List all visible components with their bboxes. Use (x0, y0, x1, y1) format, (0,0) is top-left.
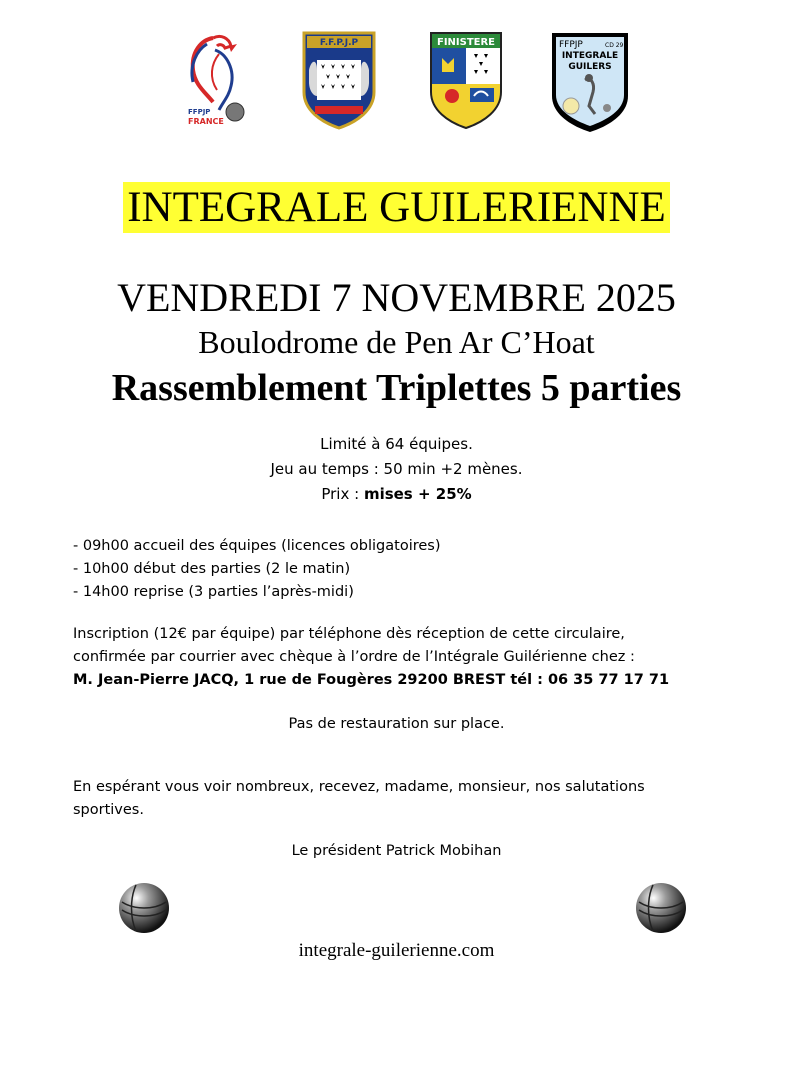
closing-text: En espérant vous voir nombreux, recevez, madame, monsieur, nos salutations sportives. (73, 779, 645, 818)
schedule-item: - 09h00 accueil des équipes (licences obligatoires) (73, 538, 441, 554)
petanque-ball-icon (633, 880, 689, 941)
signature: Le président Patrick Mobihan (291, 843, 502, 859)
event-info (0, 432, 793, 507)
guilers-text: GUILERS (568, 62, 612, 72)
cd29-text: CD 29 (605, 42, 624, 49)
prize-value: mises + 25% (363, 485, 472, 503)
ffpjp-rooster-logo-icon (183, 30, 251, 130)
event-name: Rassemblement Triplettes 5 parties (111, 367, 682, 409)
schedule-item: - 14h00 reprise (3 parties l’après-midi) (73, 584, 354, 600)
contact-text: M. Jean-Pierre JACQ, 1 rue de Fougères 29200 BREST tél : 06 35 77 17 71 (73, 672, 670, 688)
integrale-guilers-shield-icon (549, 30, 631, 134)
integrale-text: INTEGRALE (561, 51, 619, 61)
website-link[interactable]: integrale-guilerienne.com (298, 940, 495, 961)
prize-label: Prix : (321, 485, 364, 503)
schedule-item: - 10h00 début des parties (2 le matin) (73, 561, 351, 577)
ffpjp-shield-text: F.F.P.J.P (319, 38, 359, 48)
no-food-notice: Pas de restauration sur place. (288, 716, 505, 732)
event-venue: Boulodrome de Pen Ar C’Hoat (198, 324, 595, 360)
ffpjp-small-text: FFPJP (559, 40, 583, 50)
inscription-line-2: confirmée par courrier avec chèque à l’ordre de l’Intégrale Guilérienne chez : (73, 649, 635, 665)
schedule-list (73, 535, 733, 604)
inscription-contact (73, 669, 733, 692)
event-date: VENDREDI 7 NOVEMBRE 2025 (117, 275, 676, 320)
finistere-shield-icon (428, 30, 504, 130)
club-title (0, 180, 793, 236)
inscription-line-1: Inscription (12€ par équipe) par téléphone dès réception de cette circulaire, (73, 626, 625, 642)
club-title-text: INTEGRALE GUILERIENNE (123, 182, 670, 233)
game-time: Jeu au temps : 50 min +2 mènes. (270, 460, 523, 478)
france-logo-text: FRANCE (188, 117, 224, 126)
petanque-ball-icon (116, 880, 172, 941)
ffpjp-bretagne-shield-icon (301, 30, 377, 130)
finistere-shield-text: FINISTERE (436, 37, 496, 48)
prize-line (0, 482, 793, 507)
inscription-block (73, 623, 733, 692)
team-limit: Limité à 64 équipes. (320, 435, 473, 453)
ffpjp-logo-text: FFPJP (188, 108, 211, 116)
